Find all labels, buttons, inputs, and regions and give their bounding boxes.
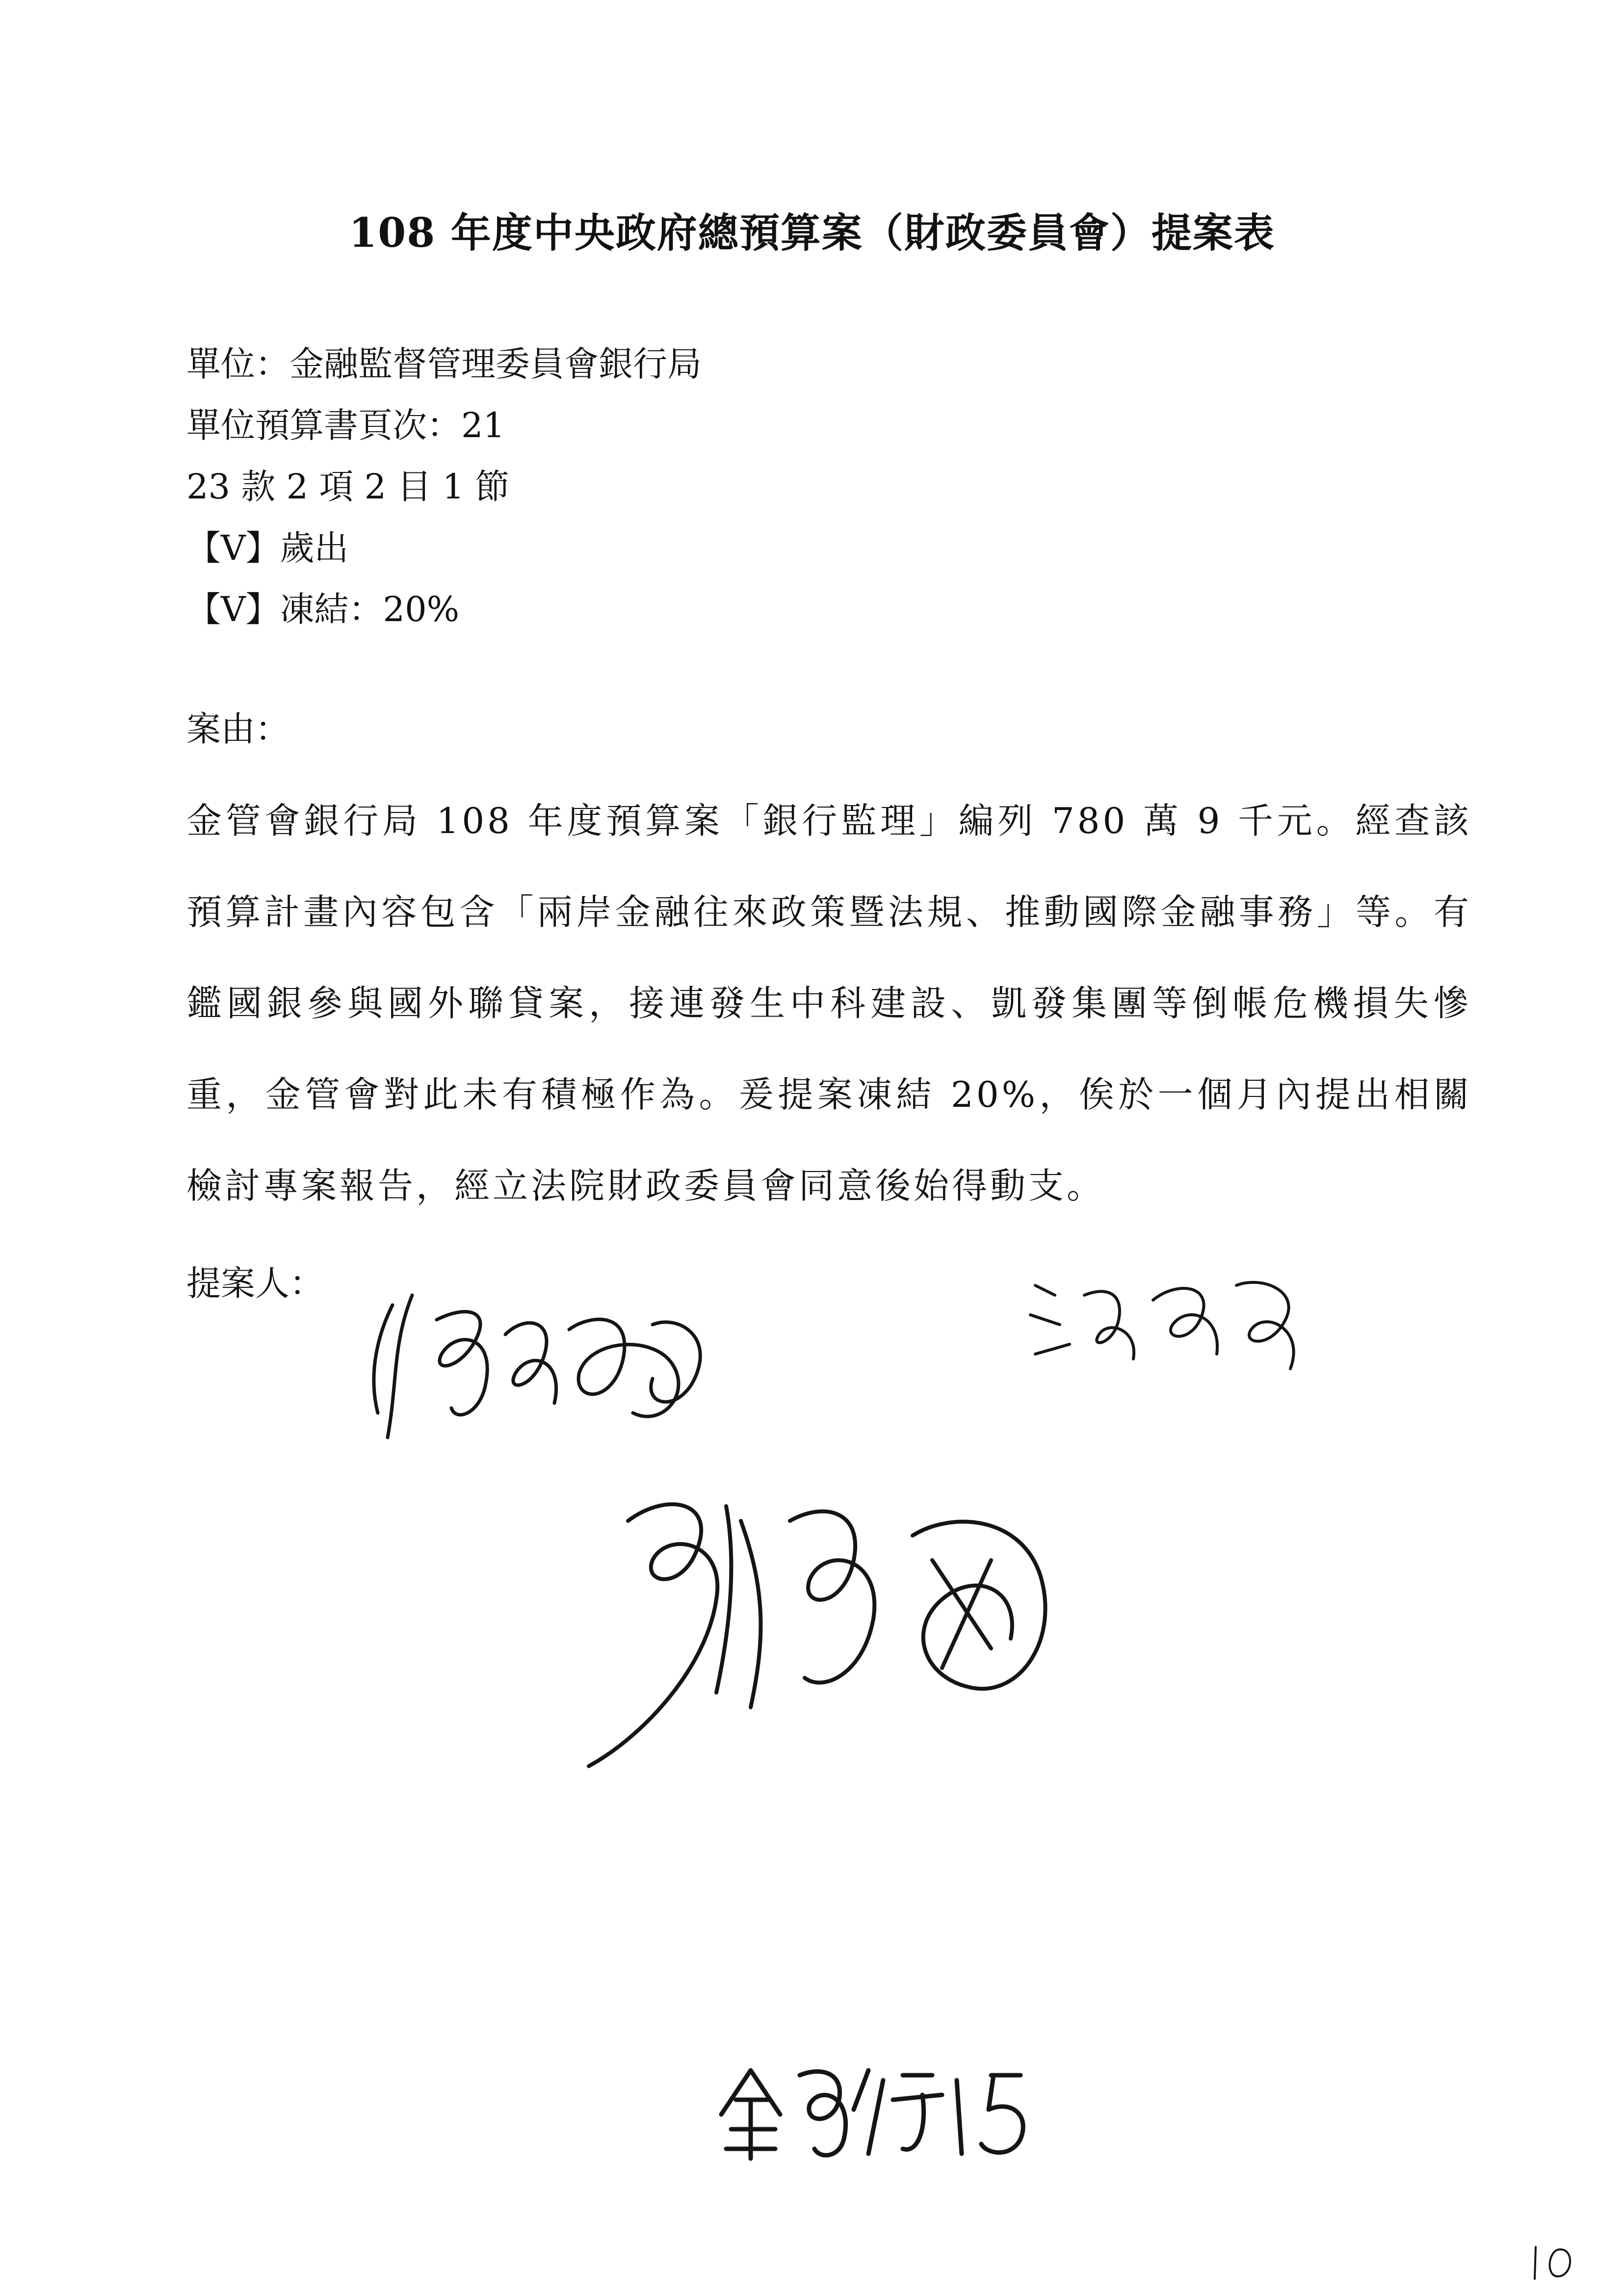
reason-text: 金管會銀行局 108 年度預算案「銀行監理」編列 780 萬 9 千元。經查該預算計畫內容包含「兩岸金融往來政策暨法規、推動國際金融事務」等。有鑑國銀參與國外聯貸案，接連發生中科建設、凱發集團等倒帳危機損失慘重，金管會對此未有積極作為。爰提案凍結 20%，俟於一個月內提出相關檢討專案報告，經立法院財政委員會同意後始得動支。 (186, 800, 1472, 1206)
document-title: 108 年度中央政府總預算案（財政委員會）提案表 (349, 209, 1275, 257)
freeze-check: 【V】凍結：20% (186, 589, 460, 629)
unit-line: 單位：金融監督管理委員會銀行局 (186, 344, 702, 384)
handwritten-note (707, 2041, 1030, 2168)
expenditure-check: 【V】歲出 (186, 528, 349, 568)
signature-2 (1025, 1256, 1320, 1383)
signature-3 (569, 1462, 1084, 1776)
reason-label: 案由： (186, 709, 289, 749)
document-meta (186, 334, 702, 640)
proposer-label: 提案人： (186, 1263, 324, 1304)
page-ref-line: 單位預算書頁次：21 (186, 405, 505, 445)
page-number-mark (1526, 2237, 1585, 2286)
section-line: 23 款 2 項 2 目 1 節 (186, 467, 510, 507)
signature-1 (358, 1276, 731, 1452)
